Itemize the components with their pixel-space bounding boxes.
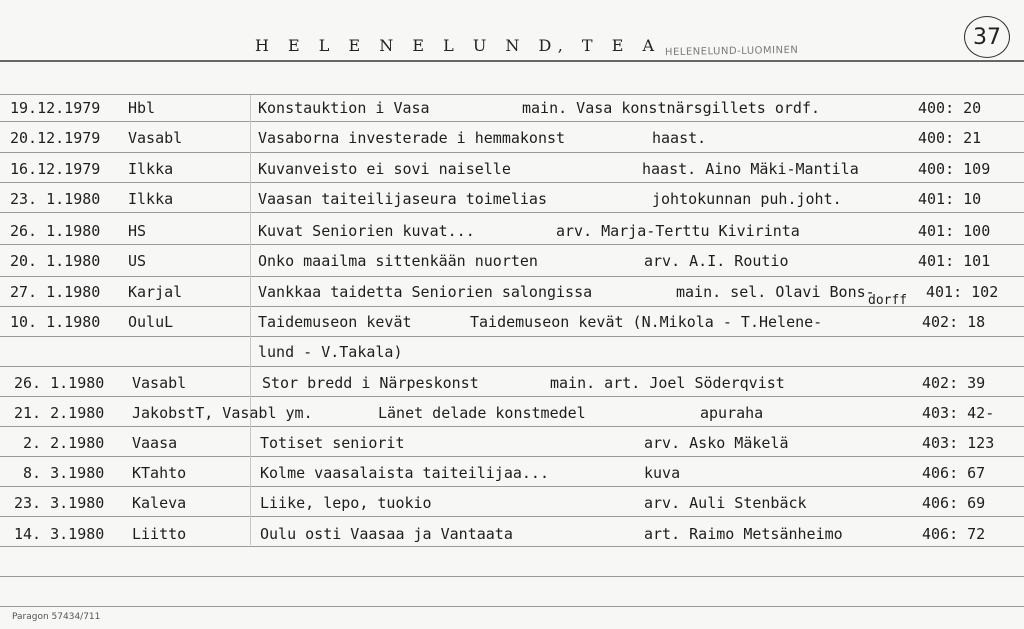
rule-line bbox=[0, 516, 1024, 517]
entry-ref: 406: 67 bbox=[922, 464, 986, 482]
rule-line bbox=[0, 546, 1024, 547]
rule-line bbox=[0, 94, 1024, 95]
entry-note: haast. bbox=[652, 129, 707, 147]
entry-date: 21. 2.1980 bbox=[14, 404, 105, 422]
entry-source: JakobstT, Vasabl ym. bbox=[132, 404, 313, 422]
column-divider bbox=[250, 95, 251, 545]
entry-date: 2. 2.1980 bbox=[23, 434, 105, 452]
entry-source: Vasabl bbox=[128, 129, 183, 147]
entry-source: Karjal bbox=[128, 283, 183, 301]
entry-source: Hbl bbox=[128, 99, 156, 117]
entry-date: 27. 1.1980 bbox=[10, 283, 101, 301]
card-number: 37 bbox=[973, 24, 1001, 50]
entry-ref: 403: 42- bbox=[922, 404, 995, 422]
entry-title: Taidemuseon kevät bbox=[258, 313, 412, 331]
entry-note: arv. A.I. Routio bbox=[644, 252, 789, 270]
rule-line bbox=[0, 276, 1024, 277]
rule-line bbox=[0, 396, 1024, 397]
entry-date: 26. 1.1980 bbox=[14, 374, 105, 392]
entry-title: Liike, lepo, tuokio bbox=[260, 494, 432, 512]
rule-line bbox=[0, 244, 1024, 245]
printer-imprint: Paragon 57434/711 bbox=[12, 612, 101, 622]
entry-source: HS bbox=[128, 222, 147, 240]
entry-ref: 401: 101 bbox=[918, 252, 991, 270]
card-number-circle bbox=[964, 16, 1010, 58]
entry-date: 26. 1.1980 bbox=[10, 222, 101, 240]
rule-line bbox=[0, 336, 1024, 337]
entry-title: Konstauktion i Vasa bbox=[258, 99, 430, 117]
entry-source: Ilkka bbox=[128, 160, 174, 178]
handwritten-note: HELENELUND-LUOMINEN bbox=[664, 44, 799, 59]
entry-note: arv. Auli Stenbäck bbox=[644, 494, 807, 512]
entry-ref: 406: 72 bbox=[922, 525, 986, 543]
rule-line bbox=[0, 182, 1024, 183]
entry-source: US bbox=[128, 252, 147, 270]
entry-note-continued: dorff bbox=[868, 293, 908, 308]
entry-note: arv. Marja-Terttu Kivirinta bbox=[556, 222, 800, 240]
entry-ref: 401: 10 bbox=[918, 190, 982, 208]
entry-ref: 400: 109 bbox=[918, 160, 991, 178]
entry-title: Kuvat Seniorien kuvat... bbox=[258, 222, 475, 240]
entry-date: 20. 1.1980 bbox=[10, 252, 101, 270]
entry-note: johtokunnan puh.joht. bbox=[652, 190, 842, 208]
entry-note: main. Vasa konstnärsgillets ordf. bbox=[522, 99, 821, 117]
rule-line bbox=[0, 121, 1024, 122]
entry-title: Vankkaa taidetta Seniorien salongissa bbox=[258, 283, 593, 301]
entry-title: Länet delade konstmedel bbox=[378, 404, 586, 422]
entry-date: 20.12.1979 bbox=[10, 129, 101, 147]
entry-title: Totiset seniorit bbox=[260, 434, 405, 452]
header-rule bbox=[0, 60, 1024, 62]
entry-ref: 400: 21 bbox=[918, 129, 982, 147]
entry-ref: 402: 39 bbox=[922, 374, 986, 392]
entry-source: Liitto bbox=[132, 525, 187, 543]
entry-source: Ilkka bbox=[128, 190, 174, 208]
entry-ref: 400: 20 bbox=[918, 99, 982, 117]
entry-title: Vasaborna investerade i hemmakonst bbox=[258, 129, 566, 147]
entry-title: Vaasan taiteilijaseura toimelias bbox=[258, 190, 547, 208]
rule-line bbox=[0, 426, 1024, 427]
rule-line bbox=[0, 576, 1024, 577]
entry-title: Kolme vaasalaista taiteilijaa... bbox=[260, 464, 549, 482]
entry-note: Taidemuseon kevät (N.Mikola - T.Helene- bbox=[470, 313, 823, 331]
entry-note: art. Raimo Metsänheimo bbox=[644, 525, 843, 543]
entry-date: 23. 3.1980 bbox=[14, 494, 105, 512]
entry-date: 16.12.1979 bbox=[10, 160, 101, 178]
card-title: H E L E N E L U N D, T E A bbox=[255, 36, 662, 55]
entry-note: main. art. Joel Söderqvist bbox=[550, 374, 785, 392]
entry-note: apuraha bbox=[700, 404, 764, 422]
entry-note: arv. Asko Mäkelä bbox=[644, 434, 789, 452]
rule-line bbox=[0, 212, 1024, 213]
entry-ref: 401: 100 bbox=[918, 222, 991, 240]
entry-source: OuluL bbox=[128, 313, 174, 331]
entry-title: Stor bredd i Närpeskonst bbox=[262, 374, 479, 392]
entry-source: KTahto bbox=[132, 464, 187, 482]
entry-title: Kuvanveisto ei sovi naiselle bbox=[258, 160, 511, 178]
entry-date: 23. 1.1980 bbox=[10, 190, 101, 208]
entry-date: 14. 3.1980 bbox=[14, 525, 105, 543]
entry-ref: 401: 102 bbox=[926, 283, 999, 301]
rule-line bbox=[0, 456, 1024, 457]
entry-source: Kaleva bbox=[132, 494, 187, 512]
entry-source: Vaasa bbox=[132, 434, 178, 452]
entry-ref: 403: 123 bbox=[922, 434, 995, 452]
entry-date: 10. 1.1980 bbox=[10, 313, 101, 331]
entry-note: haast. Aino Mäki-Mantila bbox=[642, 160, 859, 178]
entry-ref: 406: 69 bbox=[922, 494, 986, 512]
rule-line bbox=[0, 606, 1024, 607]
rule-line bbox=[0, 486, 1024, 487]
entry-note: main. sel. Olavi Bons- bbox=[676, 283, 875, 301]
entry-source: Vasabl bbox=[132, 374, 187, 392]
rule-line bbox=[0, 152, 1024, 153]
entry-date: 8. 3.1980 bbox=[23, 464, 105, 482]
entry-title: Oulu osti Vaasaa ja Vantaata bbox=[260, 525, 513, 543]
entry-ref: 402: 18 bbox=[922, 313, 986, 331]
entry-date: 19.12.1979 bbox=[10, 99, 101, 117]
entry-note-continued: lund - V.Takala) bbox=[258, 343, 403, 361]
rule-line bbox=[0, 366, 1024, 367]
entry-note: kuva bbox=[644, 464, 681, 482]
entry-title: Onko maailma sittenkään nuorten bbox=[258, 252, 538, 270]
